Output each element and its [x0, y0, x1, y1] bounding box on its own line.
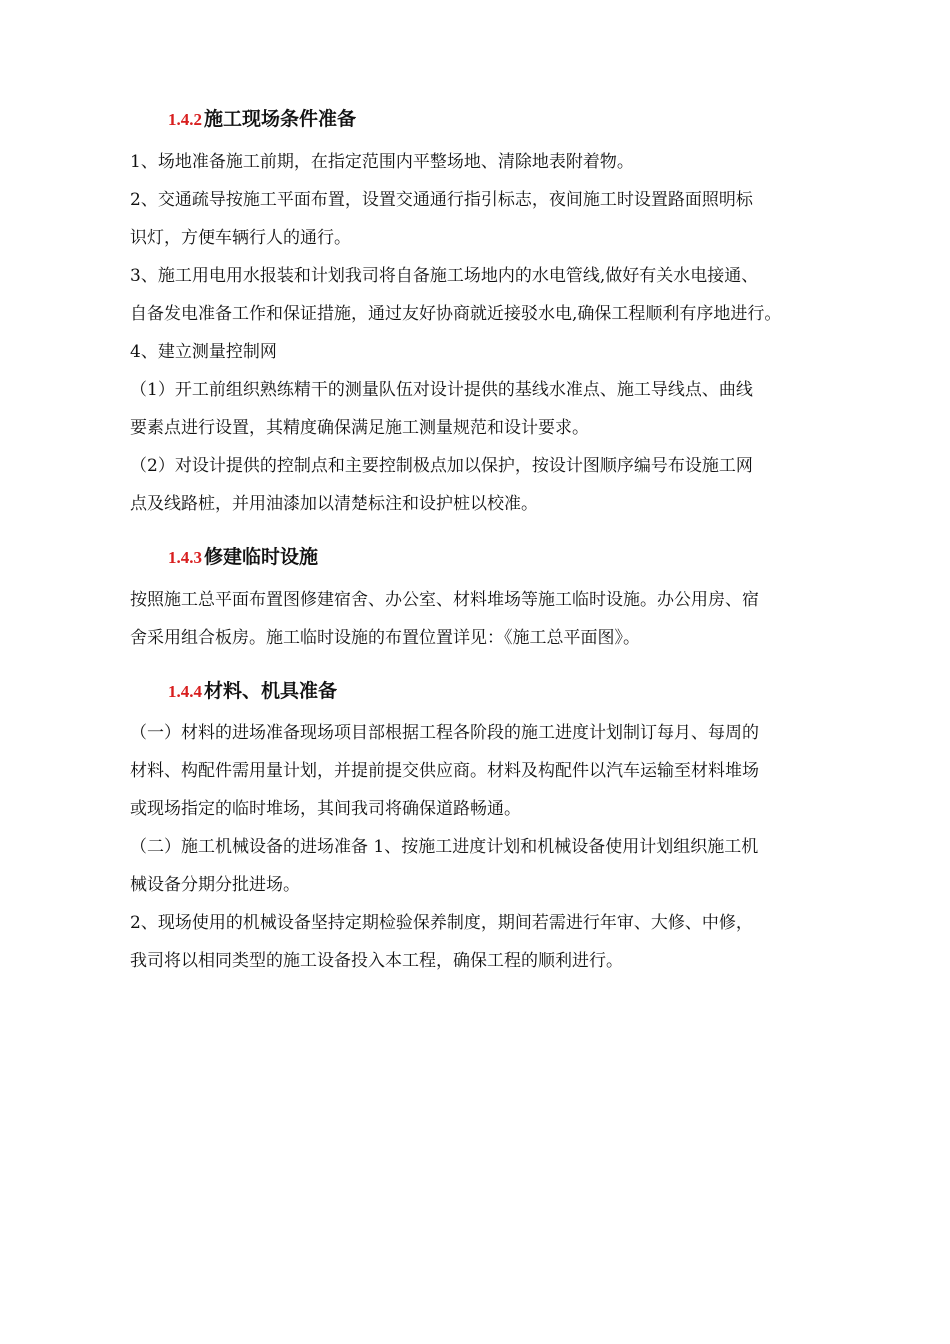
paragraph-line: 材料、构配件需用量计划，并提前提交供应商。材料及构配件以汽车运输至材料堆场	[130, 761, 759, 781]
section-number: 1.4.4	[168, 682, 202, 701]
paragraph-line: 按照施工总平面布置图修建宿舍、办公室、材料堆场等施工临时设施。办公用房、宿	[130, 590, 759, 610]
paragraph-line: 4、建立测量控制网	[130, 342, 277, 362]
paragraph-line: （2）对设计提供的控制点和主要控制极点加以保护，按设计图顺序编号布设施工网	[130, 456, 753, 476]
paragraph-line: 2、现场使用的机械设备坚持定期检验保养制度，期间若需进行年审、大修、中修，	[130, 913, 753, 933]
paragraph-line: 械设备分期分批进场。	[130, 875, 300, 895]
paragraph-line: 识灯，方便车辆行人的通行。	[130, 228, 351, 248]
section-number: 1.4.2	[168, 110, 202, 129]
section-number: 1.4.3	[168, 548, 202, 567]
section-title: 修建临时设施	[204, 546, 319, 568]
paragraph-line: （1）开工前组织熟练精干的测量队伍对设计提供的基线水准点、施工导线点、曲线	[130, 380, 753, 400]
paragraph-line: 点及线路桩，并用油漆加以清楚标注和设护桩以校准。	[130, 494, 538, 514]
paragraph-line: 要素点进行设置，其精度确保满足施工测量规范和设计要求。	[130, 418, 589, 438]
paragraph-line: 1、场地准备施工前期，在指定范围内平整场地、清除地表附着物。	[130, 152, 634, 172]
paragraph-line: 我司将以相同类型的施工设备投入本工程，确保工程的顺利进行。	[130, 951, 623, 971]
paragraph-line: 舍采用组合板房。施工临时设施的布置位置详见：《施工总平面图》。	[130, 628, 640, 648]
paragraph-line: 3、施工用电用水报装和计划我司将自备施工场地内的水电管线,做好有关水电接通、	[130, 266, 759, 286]
section-heading-1-4-3	[168, 545, 318, 570]
section-heading-1-4-2	[168, 107, 356, 132]
section-heading-1-4-4	[168, 679, 337, 704]
paragraph-line: 自备发电准备工作和保证措施，通过友好协商就近接驳水电,确保工程顺利有序地进行。	[130, 304, 782, 324]
paragraph-line: （二）施工机械设备的进场准备 1、按施工进度计划和机械设备使用计划组织施工机	[130, 837, 759, 857]
paragraph-line: （一）材料的进场准备现场项目部根据工程各阶段的施工进度计划制订每月、每周的	[130, 723, 759, 743]
paragraph-line: 或现场指定的临时堆场，其间我司将确保道路畅通。	[130, 799, 521, 819]
section-title: 施工现场条件准备	[204, 108, 357, 130]
section-title: 材料、机具准备	[204, 680, 338, 702]
paragraph-line: 2、交通疏导按施工平面布置，设置交通通行指引标志，夜间施工时设置路面照明标	[130, 190, 753, 210]
